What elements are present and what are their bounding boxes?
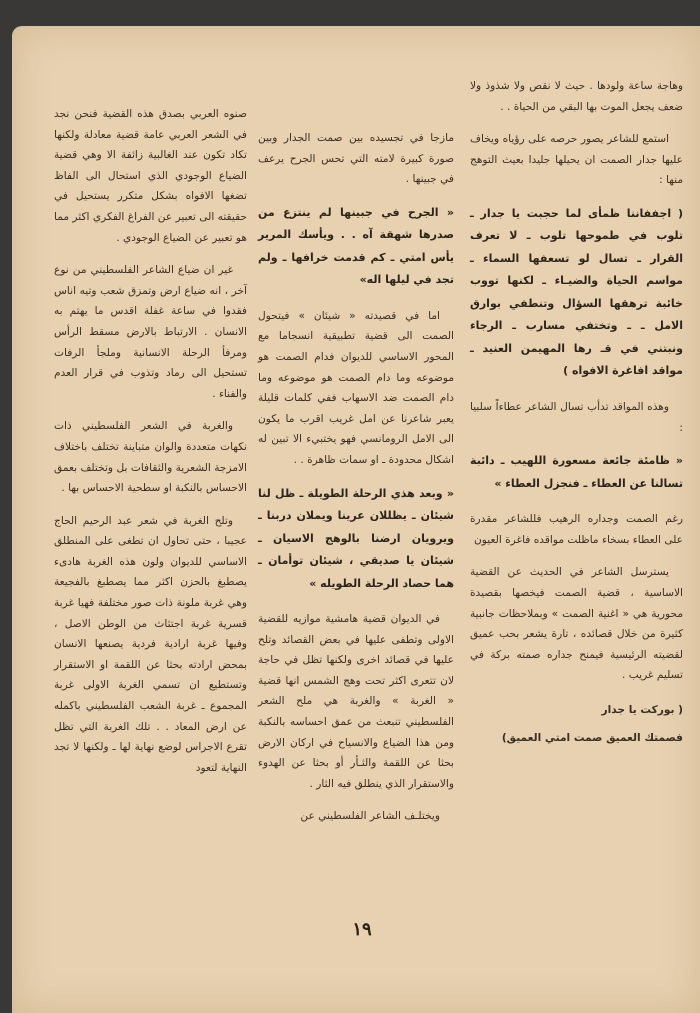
paragraph: وهذه المواقد تدأب تسال الشاعر عطاءاً سلبيا : — [470, 400, 683, 434]
text-column-middle — [258, 26, 454, 1013]
poem-quote: ( اجففاننا ظمأى لما حجبت يا جدار ـ تلوب في طموحها تلوب ـ لا تعرف القرار ـ تسال لو تسعفها السماء ـ مواسم الحياة والضيـاء ـ لكنها تووب خائبة ترهقها السؤال وتنطفي بوارق الامل ـ ـ وتختفي مسارب ـ الرجاء ونبتني في قـ رها المهيمن العنيد ـ مواقد افاغرة الافواه ) — [470, 206, 683, 378]
paragraph: غير ان ضياع الشاعر الفلسطيني من نوع آخر ، انه ضياع ارض وتمزق شعب وتيه اناس فقدوا في ساعة غفلة اقدس ما يهتم به الانسان . الارتباط بالارض مسقط الرأس ومرفأ الرحلة الانسانية وملجأ الرفات تستحيل الى رماد وتذوب في قرار العدم والفناء . — [54, 264, 247, 400]
text-column-right — [470, 26, 683, 1013]
page-number: ١٩ — [352, 919, 372, 940]
magazine-page — [12, 26, 700, 1013]
paragraph: ويختلـف الشاعر الفلسطيني عن — [300, 810, 440, 823]
paragraph: يسترسل الشاعر في الحديث عن القضية الاساسية ، قضية الصمت فيخصها بقصيدة محورية هي « اغنية الصمت » وبملاحظات جانبية كثيرة من خلال قصائده ، تارة يشعر بحب عميق لقضيته الرئيسية فيمنح جداره صمته بركة في تسليم غريب . — [470, 566, 683, 682]
poem-quote: « وبعد هذي الرحلة الطويلة ـ ظل لنا شيئان ـ يظللان عرينا ويملان دربنا ـ ويرويان ارضنا بالوهج الاسيان ـ شيئان يا صديقي ، شيئان توأمان ـ هما حصاد الرحلة الطويله » — [258, 486, 454, 590]
poem-quote-line: فصمتك العميق صمت امتي العميق) — [501, 731, 683, 744]
paragraph: في الديوان قضية هامشية موازيه للقضية الاولى وتطفى عليها في بعض القصائد وتلح عليها في قصائد اخرى ولكنها تظل في حاجة لان تتعرى اكثر تحت وهج الشمس انها قضية « الغربة » والغربة هي ملح الشعر الفلسطيني تنبعث من عمق احساسه بالنكبة ومن هذا الضياع والانسياح في اركان الارض بحثا عن اللقمة والثـأر أو بحثا عن الهدوء والاستقرار الذي ينطلق فيه الثار . — [258, 613, 454, 790]
poem-quote-line: ( بوركت يا جدار — [601, 703, 683, 716]
paragraph: صنوه العربي بصدق هذه القضية فنحن نجد في الشعر العربي عامة قضية معادلة ولكنها تكاد تكون عند الغالبية زائفة الا وهي قضية الضياع الوجودي الذي استحال الى الفاظ تضغها الافواه بشكل متكرر يستحيل في حقيقته الى تعبير عن الفراغ الفكري اكثر مما هو تعبير عن الضياع الوجودي . — [54, 108, 247, 244]
poem-quote: « الجرح في جبينها لم ينتزع من صدرها شهقة آه . . ويأسك المرير يأس امتي ـ كم قدمت خرافها ـ ولم تجد في ليلها اله» — [258, 205, 454, 287]
paragraph: وهاجة ساعة ولودها . حيث لا نقص ولا شذوذ ولا ضعف يجعل الموت بها البقي من الحياة . . — [470, 80, 683, 113]
paragraph: استمع للشاعر يصور حرصه على رؤياه ويخاف عليها جدار الصمت ان يحيلها جليدا بعيث التوهج منها : — [470, 133, 683, 187]
paragraph: وتلح الغربة في شعر عبد الرحيم الحاج عجيبا ، حتى تحاول ان تطغى على المنطلق الاساسي للديوان ولون هذه الغربة هادىء يصطبغ بالحزن اكثر مما يصطبغ بالفجيعة وهي غربة ملونة ذات صور مختلفة فهيا غربة قسرية غربة اجتثاث من الوطن الاصل ، وفيها غربة ارادية فردية يصنعها الانسان بمحض ارادته بحثا عن اللقمة او الاستقرار وتستطيع ان تسمي الغربة الاولى غربة المجموع ـ غربة الشعب الفلسطيني باكمله عن ارض المعاد . . تلك الغربة التي تظل تقرع الاجراس لوضع نهاية لها ـ ولكنها لا تجد النهاية لتعود — [54, 514, 247, 774]
paragraph: والغربة في الشعر الفلسطيني ذات نكهات متعددة والوان متباينة تختلف باختلاف الامزجة الشعرية والثقافات بل وتختلف بعمق الاحساس بالنكبة او سطحية الاحساس بها . — [54, 420, 247, 495]
paragraph: رغم الصمت وجداره الرهيب فللشاعر مقدرة على العطاء بسخاء ماظلت مواقده فاغرة العيون — [470, 513, 683, 546]
poem-quote: « ظامئة جائعة مسعورة اللهيب ـ دائبة تسالنا عن العطاء ـ فنجزل العطاء » — [470, 454, 683, 490]
text-column-left — [54, 26, 247, 1013]
paragraph: مازجا في تجسيده بين صمت الجدار وبين صورة كبيرة لامته التي تحس الجرح يرعف في جبينها . — [258, 132, 454, 186]
paragraph: اما في قصيدته « شيئان » فيتحول الصمت الى قضية تطبيقية انسجاما مع المحور الاساسي للديوان فدام الصمت هو موضوعه وما دام الصمت هو موضوعه وما دام الصمت ضد الاسهاب ففي كلمات قليلة يعبر شاعرنا عن امل غريب اقرب ما يكون الى الامل الرومانسي فهو يختبيء الا تبين له اشكال محدودة ـ او سمات ظاهرة . . — [258, 309, 454, 466]
